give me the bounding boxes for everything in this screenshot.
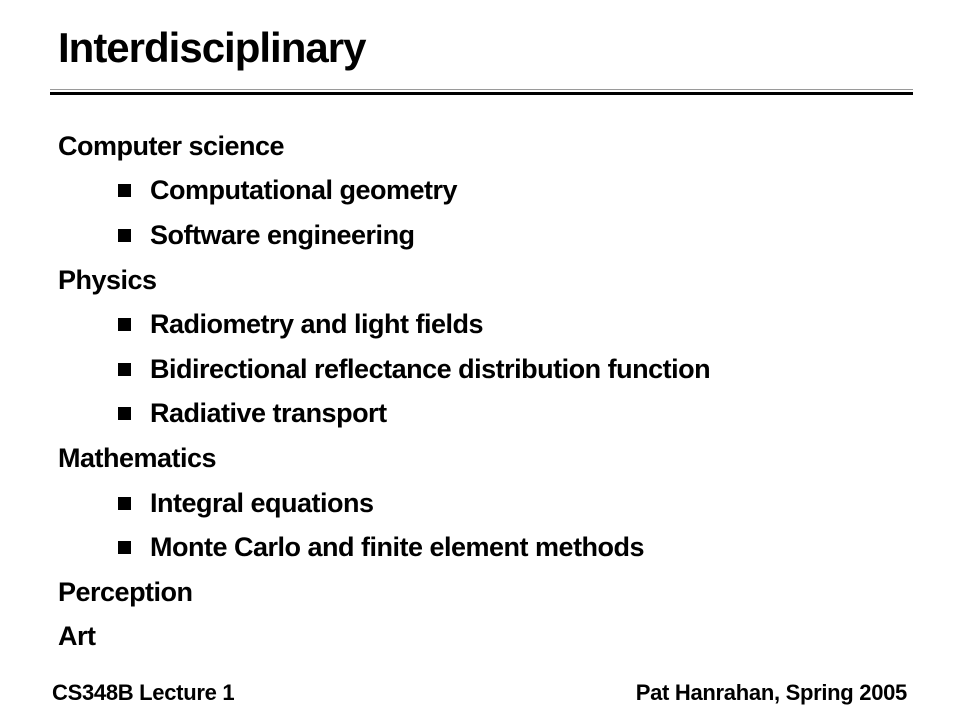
- outline-item-level1: [58, 570, 920, 615]
- outline-item-level2: [58, 481, 920, 526]
- outline-item-label: Computer science: [58, 130, 285, 161]
- slide-title: Interdisciplinary: [58, 24, 366, 71]
- outline-item-level1: [58, 615, 920, 660]
- outline-item-label: Perception: [58, 576, 193, 607]
- outline-item-label: Software engineering: [150, 219, 415, 250]
- outline-item-label: Radiative transport: [150, 398, 387, 429]
- outline-item-label: Art: [58, 621, 96, 652]
- slide-footer: [52, 680, 907, 706]
- outline-item-label: Mathematics: [58, 442, 217, 473]
- outline-item-level2: [58, 169, 920, 214]
- outline-item-label: Computational geometry: [150, 175, 458, 206]
- footer-course-label: CS348B Lecture 1: [52, 680, 235, 705]
- square-bullet-icon: [118, 407, 131, 420]
- square-bullet-icon: [118, 229, 131, 242]
- square-bullet-icon: [118, 541, 131, 554]
- outline-item-level2: [58, 392, 920, 437]
- outline-item-level2: [58, 347, 920, 392]
- outline-list: [58, 124, 920, 659]
- square-bullet-icon: [118, 363, 131, 376]
- outline-item-label: Radiometry and light fields: [150, 309, 484, 340]
- outline-item-level2: [58, 302, 920, 347]
- footer-author-label: Pat Hanrahan, Spring 2005: [635, 680, 907, 705]
- outline-item-label: Physics: [58, 264, 157, 295]
- outline-item-label: Monte Carlo and finite element methods: [150, 532, 645, 563]
- outline-item-level2: [58, 213, 920, 258]
- square-bullet-icon: [118, 318, 131, 331]
- outline-item-label: Integral equations: [150, 487, 374, 518]
- square-bullet-icon: [118, 497, 131, 510]
- outline-item-level1: [58, 124, 920, 169]
- title-divider-rule: [50, 89, 913, 95]
- outline-item-label: Bidirectional reflectance distribution function: [150, 353, 711, 384]
- outline-item-level1: [58, 258, 920, 303]
- outline-item-level1: [58, 436, 920, 481]
- square-bullet-icon: [118, 184, 131, 197]
- outline-item-level2: [58, 525, 920, 570]
